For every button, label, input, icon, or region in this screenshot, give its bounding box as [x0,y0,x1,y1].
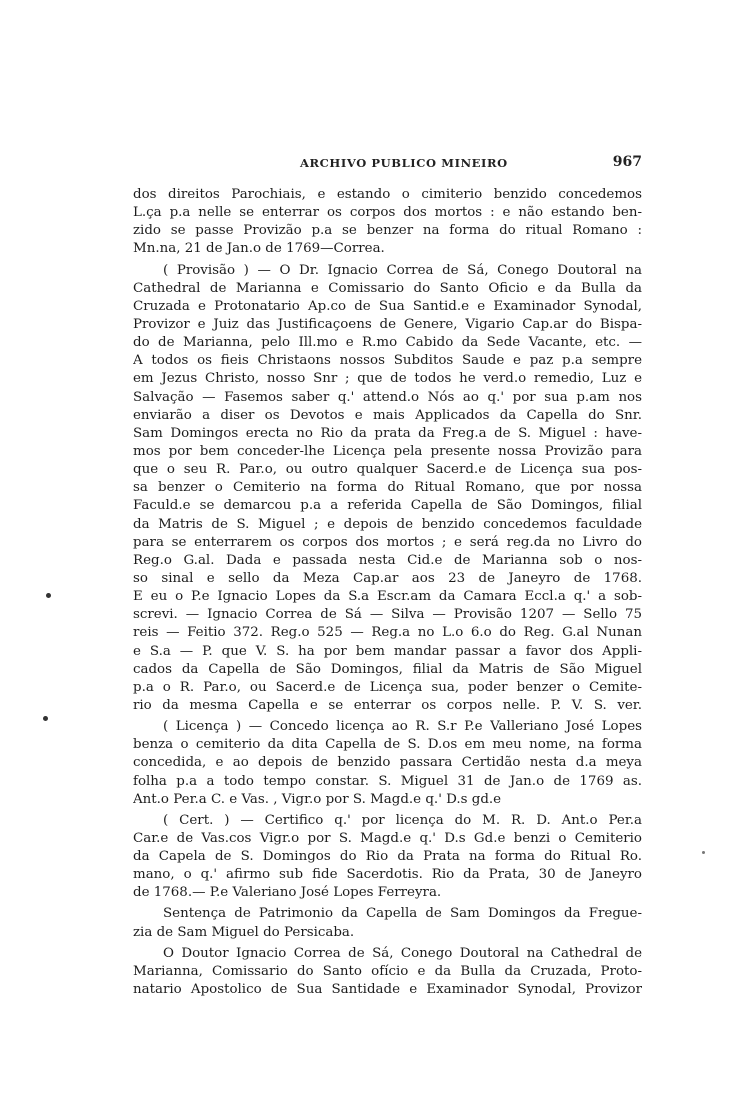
text-line: Ant.o Per.a C. e Vas. , Vigr.o por S. Magd.e q.' D.s gd.e [133,791,502,807]
page-number: 967 [612,154,642,170]
text-line: ( Licença ) — Concedo licença ao R. S.r P.e Valleriano José Lopes [163,719,642,735]
text-line: Cruzada e Protonatario Ap.co de Sua Santid.e e Examinador Synodal, [133,298,642,314]
text-line: Salvação — Fasemos saber q.' attend.o Nós ao q.' por sua p.am nos [133,389,642,405]
text-block [133,186,642,999]
text-line: screvi. — Ignacio Correa de Sá — Silva — Provisão 1207 — Sello 75 [133,607,642,623]
text-line: mano, o q.' afirmo sub fide Sacerdotis. Rio da Prata, 30 de Janeyro [133,867,642,883]
text-line: zia de Sam Miguel do Persicaba. [133,924,355,940]
text-line: Car.e de Vas.cos Vigr.o por S. Magd.e q.' D.s Gd.e benzi o Cemiterio [133,830,642,846]
text-line: Sam Domingos erecta no Rio da prata da Freg.a de S. Miguel : have- [133,425,642,441]
text-line: dos direitos Parochiais, e estando o cimiterio benzido concedemos [133,187,642,202]
text-line: so sinal e sello da Meza Cap.ar aos 23 de Janeyro de 1768. [133,570,642,586]
text-line: O Doutor Ignacio Correa de Sá, Conego Doutoral na Cathedral de [163,945,642,961]
text-line: rio da mesma Capella e se enterrar os corpos nelle. P. V. S. ver. [133,697,642,713]
text-line: L.ça p.a nelle se enterrar os corpos dos mortos : e não estando ben- [133,205,642,221]
text-line: p.a o R. Par.o, ou Sacerd.e de Licença sua, poder benzer o Cemite- [133,679,642,695]
margin-dot [46,593,51,598]
text-line: ( Provisão ) — O Dr. Ignacio Correa de Sá, Conego Doutoral na [163,262,642,278]
text-line: Marianna, Comissario do Santo ofício e da Bulla da Cruzada, Proto- [133,963,642,979]
text-line: benza o cemiterio da dita Capella de S. D.os em meu nome, na forma [133,737,642,753]
text-line: sa benzer o Cemiterio na forma do Ritual Romano, que por nossa [133,480,642,496]
paragraph-doutor [133,945,642,999]
paragraph-certidao [133,812,642,903]
text-line: Mn.na, 21 de Jan.o de 1769—Correa. [133,241,385,257]
text-line: e S.a — P. que V. S. ha por bem mandar passar a favor dos Appli- [133,643,642,659]
text-line: E eu o P.e Ignacio Lopes da S.a Escr.am da Camara Eccl.a q.' a sob- [133,589,642,605]
text-line: Faculd.e se demarcou p.a a referida Capella de São Domingos, filial [133,498,642,514]
text-line: Provizor e Juiz das Justificaçoens de Genere, Vigario Cap.ar do Bispa- [133,316,642,332]
running-head [130,156,650,176]
margin-dot [43,716,48,721]
text-line: ( Cert. ) — Certifico q.' por licença do M. R. D. Ant.o Per.a [163,812,642,828]
text-line: da Matris de S. Miguel ; e depois de benzido concedemos faculdade [133,516,642,532]
text-line: enviarão a diser os Devotos e mais Applicados da Capella do Snr. [133,407,642,423]
text-line: Sentença de Patrimonio da Capella de Sam Domingos da Fregue- [163,906,642,922]
text-line: Cathedral de Marianna e Comissario do Santo Oficio e da Bulla da [133,280,642,296]
margin-dot [702,851,705,854]
text-line: de 1768.— P.e Valeriano José Lopes Ferreyra. [133,885,442,901]
text-line: zido se passe Provizão p.a se benzer na forma do ritual Romano : [133,223,642,239]
text-line: que o seu R. Par.o, ou outro qualquer Sacerd.e de Licença sua pos- [133,462,642,478]
text-line: concedida, e ao depois de benzido passara Certidão nesta d.a meya [133,755,642,771]
text-line: da Capela de S. Domingos do Rio da Prata na forma do Ritual Ro. [133,849,642,865]
text-line: Reg.o G.al. Dada e passada nesta Cid.e de Marianna sob o nos- [133,552,642,568]
paragraph-licenca [133,718,642,809]
text-line: cados da Capella de São Domingos, filial da Matris de São Miguel [133,661,642,677]
text-line: A todos os fieis Christaons nossos Subditos Saude e paz p.a sempre [133,353,642,369]
text-line: do de Marianna, pelo Ill.mo e R.mo Cabido da Sede Vacante, etc. — [133,335,642,351]
text-line: mos por bem conceder-lhe Licença pela presente nossa Provizão para [133,443,642,459]
running-title: ARCHIVO PUBLICO MINEIRO [300,156,508,170]
text-line: natario Apostolico de Sua Santidade e Examinador Synodal, Provizor [133,982,642,998]
paragraph-continuation [133,186,642,259]
text-line: em Jezus Christo, nosso Snr ; que de todos he verd.o remedio, Luz e [133,371,642,387]
text-line: reis — Feitio 372. Reg.o 525 — Reg.a no L.o 6.o do Reg. G.al Nunan [133,625,642,641]
paragraph-sentenca [133,905,642,941]
text-line: folha p.a a todo tempo constar. S. Miguel 31 de Jan.o de 1769 as. [133,773,642,789]
paragraph-provisao [133,262,642,716]
text-line: para se enterrarem os corpos dos mortos ; e será reg.da no Livro do [133,534,642,550]
